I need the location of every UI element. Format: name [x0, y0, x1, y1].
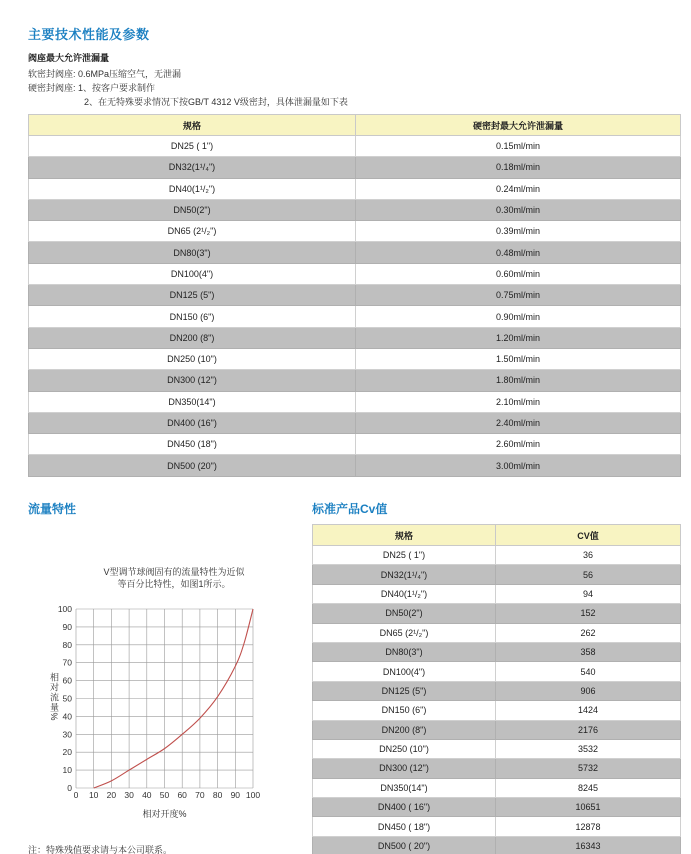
x-tick-label: 70	[195, 790, 205, 800]
leak-table-row	[29, 285, 681, 306]
cv-table-value-cell: 540	[496, 662, 681, 681]
cv-table-row	[313, 681, 681, 700]
leak-table-spec-cell: DN25 ( 1")	[29, 136, 356, 157]
leak-table-value-cell: 1.80ml/min	[356, 370, 681, 391]
cv-table-spec-cell: DN100(4")	[313, 662, 496, 681]
cv-table-row	[313, 662, 681, 681]
flow-caption-line1: V型调节球阀固有的流量特性为近似	[103, 567, 245, 577]
leak-table-value-cell: 0.39ml/min	[356, 221, 681, 242]
leak-table-spec-cell: DN125 (5")	[29, 285, 356, 306]
cv-table-spec-cell: DN350(14")	[313, 778, 496, 797]
cv-table-spec-cell: DN150 (6")	[313, 701, 496, 720]
cv-table-spec-cell: DN450 ( 18")	[313, 817, 496, 836]
leak-table-row	[29, 178, 681, 199]
cv-table-spec-cell: DN25 ( 1")	[313, 546, 496, 565]
x-tick-label: 100	[245, 790, 261, 800]
leak-table-row	[29, 157, 681, 178]
leak-table-spec-cell: DN250 (10")	[29, 348, 356, 369]
cv-table-row	[313, 817, 681, 836]
cv-table-value-cell: 94	[496, 584, 681, 603]
leak-table-value-cell: 0.30ml/min	[356, 199, 681, 220]
leak-table-value-cell: 1.20ml/min	[356, 327, 681, 348]
leak-table-row	[29, 391, 681, 412]
leak-table-value-cell: 1.50ml/min	[356, 348, 681, 369]
y-tick-label: 70	[62, 657, 72, 668]
leak-table-row	[29, 199, 681, 220]
page-title: 主要技术性能及参数	[28, 27, 150, 42]
cv-table-row	[313, 584, 681, 603]
leak-table-spec-cell: DN65 (2¹/₂")	[29, 221, 356, 242]
cv-table-spec-cell: DN250 (10")	[313, 739, 496, 758]
leak-table-row	[29, 455, 681, 476]
cv-table-value-cell: 36	[496, 546, 681, 565]
leak-table-row	[29, 412, 681, 433]
cv-col-spec: 规格	[313, 525, 496, 546]
leak-table-row	[29, 306, 681, 327]
leak-table-spec-cell: DN300 (12")	[29, 370, 356, 391]
cv-table-value-cell: 56	[496, 565, 681, 584]
x-tick-label: 30	[124, 790, 134, 800]
leak-table-value-cell: 0.75ml/min	[356, 285, 681, 306]
leak-table-row	[29, 348, 681, 369]
cv-table-spec-cell: DN200 (8")	[313, 720, 496, 739]
cv-table-value-cell: 16343	[496, 836, 681, 854]
cv-table-row	[313, 836, 681, 854]
leak-table-row	[29, 370, 681, 391]
leak-table-spec-cell: DN50(2")	[29, 199, 356, 220]
leak-subtitle: 阀座最大允许泄漏量	[28, 53, 110, 63]
leak-table-spec-cell: DN500 (20")	[29, 455, 356, 476]
cv-table	[312, 524, 681, 854]
leak-table-value-cell: 0.15ml/min	[356, 136, 681, 157]
leak-table-value-cell: 2.60ml/min	[356, 434, 681, 455]
leak-table	[28, 114, 681, 477]
leak-table-row	[29, 263, 681, 284]
cv-table-row	[313, 604, 681, 623]
cv-table-spec-cell: DN32(1¹/₄")	[313, 565, 496, 584]
leak-table-value-cell: 0.60ml/min	[356, 263, 681, 284]
cv-table-row	[313, 642, 681, 661]
leak-table-row	[29, 242, 681, 263]
cv-table-row	[313, 798, 681, 817]
cv-table-spec-cell: DN300 (12")	[313, 759, 496, 778]
leak-table-spec-cell: DN150 (6")	[29, 306, 356, 327]
cv-table-value-cell: 8245	[496, 778, 681, 797]
y-tick-label: 80	[62, 639, 72, 650]
leak-table-value-cell: 0.24ml/min	[356, 178, 681, 199]
cv-table-value-cell: 906	[496, 681, 681, 700]
leak-table-spec-cell: DN350(14")	[29, 391, 356, 412]
y-axis-label: 相对流量%	[49, 672, 59, 722]
leak-table-spec-cell: DN100(4")	[29, 263, 356, 284]
leak-table-spec-cell: DN40(1¹/₂")	[29, 178, 356, 199]
cv-table-row	[313, 701, 681, 720]
cv-table-row	[313, 565, 681, 584]
cv-table-value-cell: 2176	[496, 720, 681, 739]
x-tick-label: 90	[230, 790, 241, 800]
cv-table-value-cell: 10651	[496, 798, 681, 817]
x-tick-label: 0	[73, 790, 79, 800]
x-tick-label: 60	[177, 790, 187, 800]
cv-table-row	[313, 778, 681, 797]
cv-table-spec-cell: DN125 (5")	[313, 681, 496, 700]
leak-col-spec: 规格	[29, 115, 356, 136]
x-tick-label: 80	[212, 790, 223, 800]
cv-table-value-cell: 3532	[496, 739, 681, 758]
cv-table-row	[313, 739, 681, 758]
y-tick-label: 20	[62, 747, 72, 758]
leak-table-row	[29, 327, 681, 348]
cv-table-row	[313, 546, 681, 565]
x-tick-label: 20	[106, 790, 117, 800]
cv-table-value-cell: 5732	[496, 759, 681, 778]
y-tick-label: 100	[57, 604, 72, 614]
leak-table-spec-cell: DN32(1¹/₄")	[29, 157, 356, 178]
x-axis-label: 相对开度%	[142, 809, 187, 819]
footnote: 注：特殊残值要求请与本公司联系。	[28, 845, 173, 854]
leak-table-value-cell: 0.48ml/min	[356, 242, 681, 263]
cv-table-value-cell: 262	[496, 623, 681, 642]
cv-table-row	[313, 720, 681, 739]
leak-table-row	[29, 221, 681, 242]
cv-table-spec-cell: DN400 ( 16")	[313, 798, 496, 817]
leak-table-value-cell: 2.40ml/min	[356, 412, 681, 433]
leak-table-row	[29, 136, 681, 157]
cv-table-value-cell: 358	[496, 642, 681, 661]
leak-table-spec-cell: DN200 (8")	[29, 327, 356, 348]
y-tick-label: 90	[62, 621, 72, 632]
leak-table-value-cell: 2.10ml/min	[356, 391, 681, 412]
leak-table-spec-cell: DN400 (16")	[29, 412, 356, 433]
x-tick-label: 40	[142, 790, 152, 800]
leak-table-value-cell: 3.00ml/min	[356, 455, 681, 476]
cv-table-spec-cell: DN80(3")	[313, 642, 496, 661]
y-tick-label: 0	[67, 783, 72, 793]
hard-seal-note-2: 2、在无特殊要求情况下按GB/T 4312 V级密封，具体泄漏量如下表	[84, 97, 348, 107]
leak-table-value-cell: 0.90ml/min	[356, 306, 681, 327]
soft-seal-note: 软密封阀座: 0.6MPa压缩空气，无泄漏	[28, 69, 182, 79]
flow-caption-line2: 等百分比特性，如图1所示。	[117, 579, 231, 589]
leak-table-spec-cell: DN80(3")	[29, 242, 356, 263]
cv-table-row	[313, 759, 681, 778]
cv-col-value: CV值	[496, 525, 681, 546]
cv-table-row	[313, 623, 681, 642]
leak-table-value-cell: 0.18ml/min	[356, 157, 681, 178]
cv-table-spec-cell: DN65 (2¹/₂")	[313, 623, 496, 642]
cv-section-title: 标准产品Cv值	[312, 502, 388, 516]
y-tick-label: 10	[62, 765, 72, 776]
cv-table-value-cell: 152	[496, 604, 681, 623]
cv-table-spec-cell: DN50(2")	[313, 604, 496, 623]
y-tick-label: 50	[62, 693, 72, 704]
cv-table-value-cell: 12878	[496, 817, 681, 836]
y-tick-label: 60	[62, 675, 72, 686]
cv-table-value-cell: 1424	[496, 701, 681, 720]
flow-section-title: 流量特性	[28, 502, 77, 516]
flow-caption	[64, 566, 284, 590]
leak-table-row	[29, 434, 681, 455]
cv-table-spec-cell: DN40(1¹/₂")	[313, 584, 496, 603]
x-tick-label: 50	[159, 790, 170, 800]
hard-seal-note-1: 硬密封阀座: 1、按客户要求制作	[28, 83, 156, 93]
cv-table-spec-cell: DN500 ( 20")	[313, 836, 496, 854]
y-tick-label: 40	[62, 711, 72, 722]
x-tick-label: 10	[88, 790, 99, 800]
leak-col-value: 硬密封最大允许泄漏量	[356, 115, 681, 136]
leak-table-spec-cell: DN450 (18")	[29, 434, 356, 455]
flow-characteristic-chart	[28, 590, 278, 826]
y-tick-label: 30	[62, 729, 72, 740]
